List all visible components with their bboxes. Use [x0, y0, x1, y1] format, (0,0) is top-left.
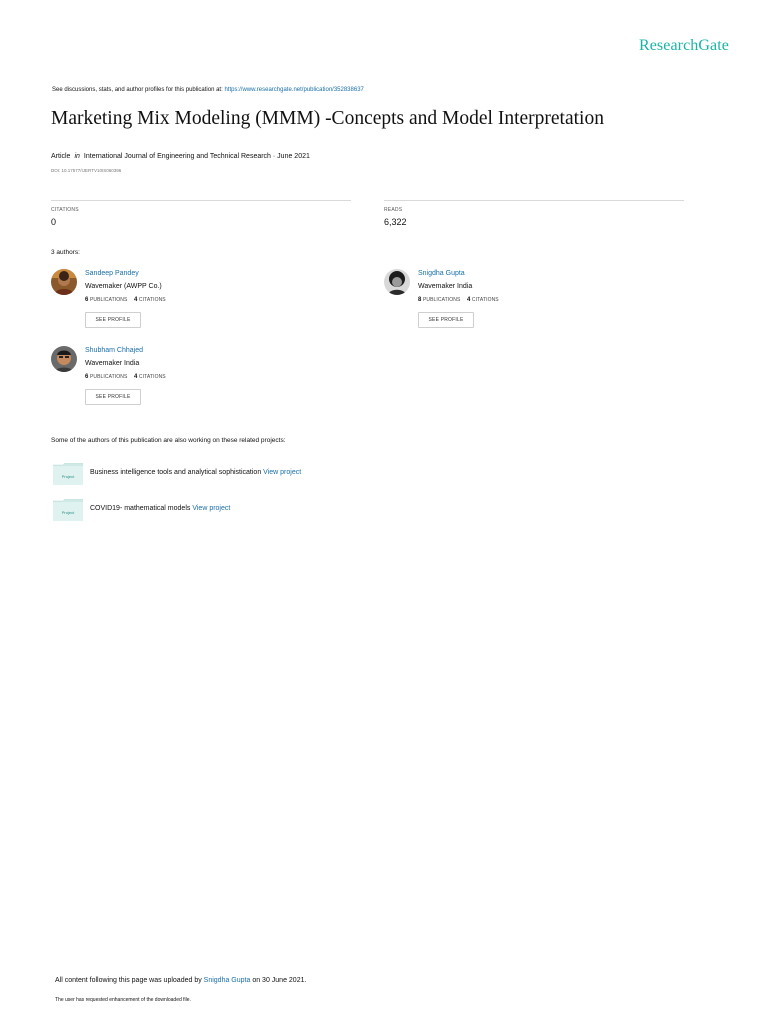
author-card	[51, 346, 351, 416]
citations-label: CITATIONS	[51, 207, 79, 213]
folder-label: Project	[61, 510, 75, 515]
citations-divider	[51, 200, 351, 201]
article-type: Article	[51, 153, 71, 160]
upload-suffix: on 30 June 2021.	[252, 977, 307, 984]
publication-meta	[51, 153, 310, 160]
view-project-link[interactable]: View project	[192, 505, 231, 512]
upload-prefix: All content following this page was uploaded by	[55, 977, 202, 984]
citations-label: CITATIONS	[471, 297, 499, 303]
citations-count: 4	[133, 297, 138, 303]
project-title: COVID19- mathematical models	[90, 505, 191, 512]
author-name-link[interactable]: Shubham Chhajed	[85, 347, 143, 354]
avatar[interactable]	[384, 269, 410, 295]
discussion-prefix: See discussions, stats, and author profiles for this publication at:	[52, 87, 223, 93]
author-affiliation: Wavemaker India	[418, 283, 473, 290]
publication-url-link[interactable]: https://www.researchgate.net/publication/352838637	[224, 87, 364, 93]
publications-label: PUBLICATIONS	[89, 374, 128, 380]
author-name-link[interactable]: Snigdha Gupta	[418, 270, 465, 277]
publications-label: PUBLICATIONS	[89, 297, 128, 303]
publications-count: 8	[418, 297, 422, 303]
author-name-link[interactable]: Sandeep Pandey	[85, 270, 139, 277]
avatar[interactable]	[51, 269, 77, 295]
publications-count: 6	[85, 374, 89, 380]
avatar[interactable]	[51, 346, 77, 372]
researchgate-logo[interactable]: ResearchGate	[638, 37, 729, 54]
project-item	[53, 499, 453, 525]
upload-line	[55, 977, 306, 984]
folder-icon	[53, 499, 83, 521]
citations-label: CITATIONS	[138, 374, 166, 380]
see-profile-button[interactable]: SEE PROFILE	[85, 389, 141, 405]
journal-date: International Journal of Engineering and Technical Research · June 2021	[83, 153, 310, 160]
author-affiliation: Wavemaker India	[85, 360, 140, 367]
project-text	[90, 469, 301, 476]
author-counts	[85, 374, 166, 380]
publication-title: Marketing Mix Modeling (MMM) -Concepts and Model Interpretation	[51, 108, 604, 129]
reads-label: READS	[384, 207, 403, 213]
author-card	[51, 269, 351, 339]
in-word: in	[74, 153, 80, 160]
author-counts	[418, 297, 499, 303]
authors-heading: 3 authors:	[51, 249, 80, 256]
doi-text: DOI: 10.17577/IJERTV10IS060396	[51, 168, 122, 173]
see-profile-button[interactable]: SEE PROFILE	[85, 312, 141, 328]
project-text	[90, 505, 230, 512]
project-item	[53, 463, 453, 489]
citations-count: 4	[133, 374, 138, 380]
reads-value: 6,322	[384, 217, 407, 227]
project-title: Business intelligence tools and analytical sophistication	[90, 469, 262, 476]
see-profile-button[interactable]: SEE PROFILE	[418, 312, 474, 328]
folder-icon	[53, 463, 83, 485]
publications-count: 6	[85, 297, 89, 303]
citations-label: CITATIONS	[138, 297, 166, 303]
reads-divider	[384, 200, 684, 201]
citations-value: 0	[51, 217, 57, 227]
view-project-link[interactable]: View project	[263, 469, 302, 476]
uploader-link[interactable]: Snigdha Gupta	[203, 977, 251, 984]
author-counts	[85, 297, 166, 303]
author-affiliation: Wavemaker (AWPP Co.)	[85, 283, 162, 290]
author-card	[384, 269, 684, 339]
enhancement-note: The user has requested enhancement of the downloaded file.	[55, 997, 191, 1003]
publications-label: PUBLICATIONS	[422, 297, 461, 303]
discussion-line	[52, 87, 364, 93]
folder-label: Project	[61, 474, 75, 479]
related-projects-heading: Some of the authors of this publication are also working on these related projects:	[51, 437, 286, 444]
citations-count: 4	[466, 297, 471, 303]
